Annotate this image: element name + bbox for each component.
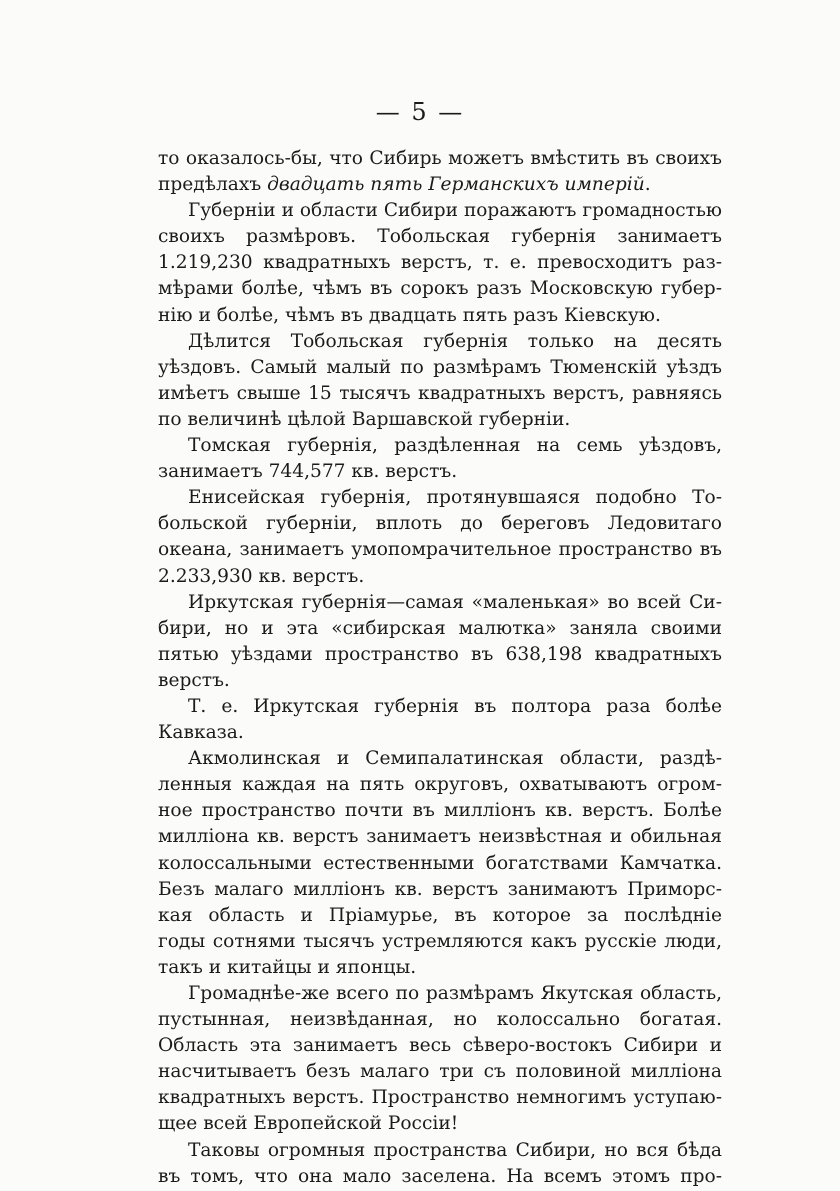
emphasis-text: двадцать пять Германскихъ имперій xyxy=(267,174,645,196)
text-line: своихъ размѣровъ. Тобольская губернія занимаетъ xyxy=(158,226,722,248)
text-line: Безъ малаго милліонъ кв. верстъ занимаютъ Приморс- xyxy=(158,878,722,900)
text-line: колоссальными естественными богатствами Камчатка. xyxy=(158,852,722,874)
text-line: кая область и Пріамурье, въ которое за послѣдніе xyxy=(158,904,722,926)
text-line: занимаетъ 744,577 кв. верстъ. xyxy=(158,461,458,483)
paragraph xyxy=(158,146,722,198)
text-line: насчитываетъ безъ малаго три съ половиной милліона xyxy=(158,1061,722,1083)
text-line: щее всей Европейской Россіи! xyxy=(158,1113,459,1135)
text-line: въ томъ, что она мало заселена. На всемъ этомъ про- xyxy=(158,1165,722,1187)
text-line: пустынная, неизвѣданная, но колоссально богатая. xyxy=(158,1009,722,1031)
text-line: Иркутская губернія—самая «маленькая» во всей Си- xyxy=(188,591,722,613)
paragraph xyxy=(158,590,722,694)
text-line: уѣздовъ. Самый малый по размѣрамъ Тюменскій уѣздъ xyxy=(158,356,722,378)
text-line: пятью уѣздами пространство въ 638,198 квадратныхъ xyxy=(158,643,722,665)
paragraph xyxy=(158,694,722,746)
text-line: милліона кв. верстъ занимаетъ неизвѣстная и обильная xyxy=(158,826,722,848)
text-line xyxy=(158,172,722,198)
text-line: Енисейская губернія, протянувшаяся подобно То- xyxy=(188,487,722,509)
text-line: Область эта занимаетъ весь сѣверо-востокъ Сибири и xyxy=(158,1035,722,1057)
text-line: нію и болѣе, чѣмъ въ двадцать пять разъ Кіевскую. xyxy=(158,304,661,326)
text-line: Т. е. Иркутская губернія въ полтора раза болѣе xyxy=(188,695,722,717)
text-line: 2.233,930 кв. верстъ. xyxy=(158,565,365,587)
text-fragment: предѣлахъ xyxy=(158,174,268,196)
text-line: то оказалось-бы, что Сибирь можетъ вмѣстить въ своихъ xyxy=(158,148,722,169)
text-line: Кавказа. xyxy=(158,722,244,744)
text-line: мѣрами болѣе, чѣмъ въ сорокъ разъ Московскую губер- xyxy=(158,278,722,300)
text-line: больской губерніи, вплоть до береговъ Ледовитаго xyxy=(158,513,722,535)
text-line: ное пространство почти въ милліонъ кв. верстъ. Болѣе xyxy=(158,800,722,822)
text-line: Акмолинская и Семипалатинская области, раздѣ- xyxy=(188,748,722,770)
paragraph xyxy=(158,198,722,328)
paragraph xyxy=(158,1138,722,1190)
text-line: ленныя каждая на пять округовъ, охватываютъ огром- xyxy=(158,774,722,796)
text-line: квадратныхъ верстъ. Пространство немногимъ уступаю- xyxy=(158,1087,722,1109)
text-line: 1.219,230 квадратныхъ верстъ, т. е. превосходитъ раз- xyxy=(158,252,722,274)
paragraph xyxy=(158,981,722,1138)
text-line: Громаднѣе-же всего по размѣрамъ Якутская область, xyxy=(188,983,722,1004)
text-line: имѣетъ свыше 15 тысячъ квадратныхъ верстъ, равняясь xyxy=(158,382,722,404)
text-line: годы сотнями тысячъ устремляются какъ русскіе люди, xyxy=(158,930,722,952)
text-line: океана, занимаетъ умопомрачительное пространство въ xyxy=(158,539,722,561)
page-number: — 5 — xyxy=(375,98,465,126)
paragraph xyxy=(158,329,722,433)
text-line: Томская губернія, раздѣленная на семь уѣздовъ, xyxy=(188,435,722,457)
body-text xyxy=(158,146,722,1190)
paragraph xyxy=(158,485,722,589)
text-line: такъ и китайцы и японцы. xyxy=(158,956,417,978)
text-line: бири, но и эта «сибирская малютка» заняла своими xyxy=(158,617,722,639)
text-fragment: . xyxy=(644,174,651,196)
text-line: верстъ. xyxy=(158,669,230,691)
paragraph xyxy=(158,433,722,485)
paragraph xyxy=(158,746,722,981)
text-line: по величинѣ цѣлой Варшавской губерніи. xyxy=(158,408,571,430)
text-line: Таковы огромныя пространства Сибири, но вся бѣда xyxy=(188,1139,722,1161)
text-line: Губерніи и области Сибири поражаютъ громадностью xyxy=(188,200,722,222)
text-line: Дѣлится Тобольская губернія только на десять xyxy=(188,330,722,352)
